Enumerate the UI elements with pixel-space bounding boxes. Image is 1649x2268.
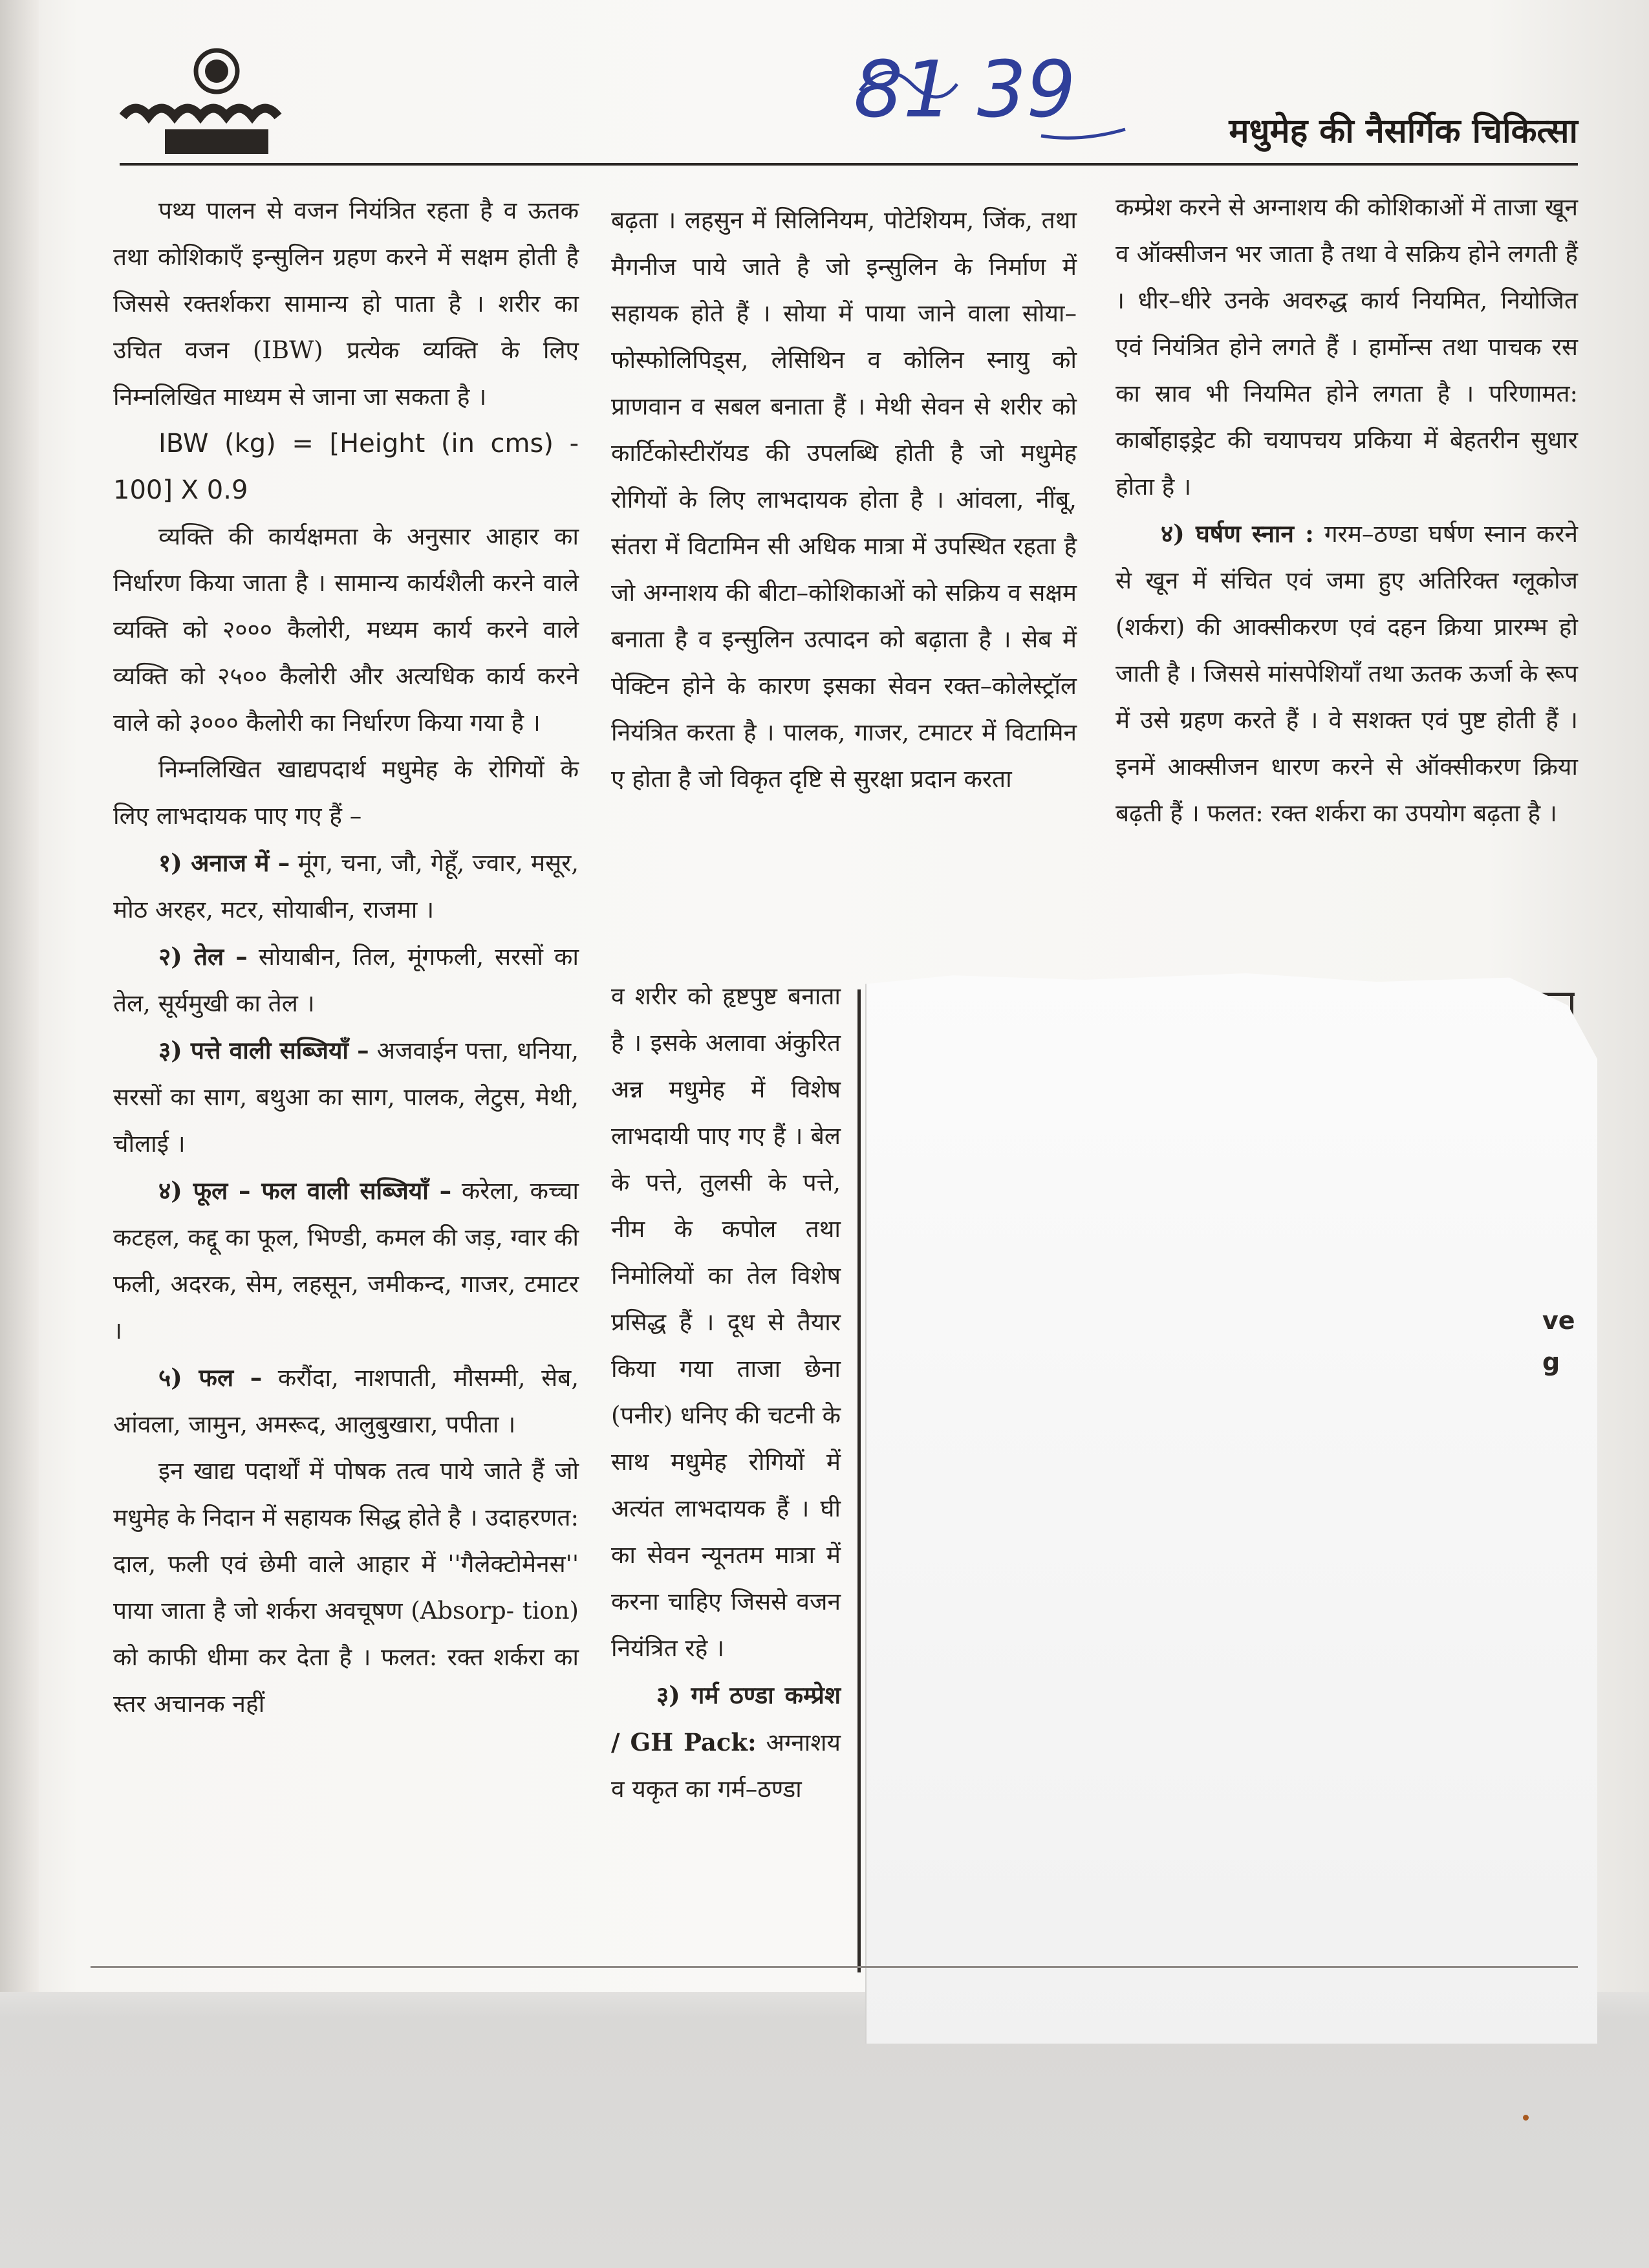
list-item-text: अग्नाशय व यकृत का गर्म–ठण्डा bbox=[611, 1729, 841, 1803]
covered-box-peek-text bbox=[1542, 1300, 1581, 1383]
sun-waves-logo-icon bbox=[120, 45, 288, 162]
list-item-text: मूंग, चना, जौ, गेहूँ, ज्वार, मसूर, मोठ अरहर, मटर, सोयाबीन, राजमा । bbox=[113, 849, 579, 923]
paragraph: कम्प्रेश करने से अग्नाशय की कोशिकाओं में ताजा खून व ऑक्सीजन भर जाता है तथा वे सक्रिय होने लगती हैं । धीर–धीरे उनके अवरुद्ध कार्य नियमित, नियोजित एवं नियंत्रित होने लगते हैं । हार्मोन्स तथा पाचक रस का स्राव भी नियमित होने लगता है । परिणामत: कार्बोहाइड्रेट की चयापचय प्रकिया में बेहतरीन सुधार होता है । bbox=[1116, 193, 1578, 501]
column-2 bbox=[611, 197, 1077, 803]
list-item-text: करौंदा, नाशपाती, मौसम्मी, सेब, आंवला, जामुन, अमरूद, आलुबुखारा, पपीता । bbox=[113, 1364, 579, 1438]
ibw-formula: IBW (kg) = [Height (in cms) - 100] X 0.9 bbox=[113, 429, 579, 505]
list-item-label: ३) गर्म ठण्डा कम्प्रेश / GH Pack: bbox=[611, 1681, 841, 1756]
column-1 bbox=[113, 188, 579, 1727]
column-2-narrow bbox=[611, 973, 841, 1813]
pasted-paper-patch bbox=[865, 973, 1597, 2044]
paragraph: निम्नलिखित खाद्यपदार्थ मधुमेह के रोगियों के लिए लाभदायक पाए गए हैं – bbox=[113, 755, 579, 830]
page-stack-edge bbox=[0, 0, 39, 1992]
list-item bbox=[1116, 510, 1578, 837]
list-item bbox=[113, 933, 579, 1027]
list-item-text: सोयाबीन, तिल, मूंगफली, सरसों का तेल, सूर्यमुखी का तेल । bbox=[113, 943, 579, 1017]
page-bottom-edge bbox=[91, 1966, 1578, 1968]
list-item-label: ४) फूल – फल वाली सब्जियाँ – bbox=[158, 1176, 452, 1205]
list-item bbox=[113, 1167, 579, 1354]
list-item-label: १) अनाज में – bbox=[158, 848, 290, 877]
running-title: मधुमेह की नैसर्गिक चिकित्सा bbox=[1229, 112, 1578, 151]
list-item bbox=[113, 1354, 579, 1448]
box-border-left bbox=[857, 989, 861, 1972]
column-3 bbox=[1116, 184, 1578, 837]
peek-line: ve bbox=[1542, 1306, 1575, 1335]
stain-mark bbox=[1523, 2115, 1529, 2121]
list-item-label: ४) घर्षण स्नान : bbox=[1161, 519, 1314, 548]
paragraph: व्यक्ति की कार्यक्षमता के अनुसार आहार का निर्धारण किया जाता है । सामान्य कार्यशैली करने वाले व्यक्ति को २००० कैलोरी, मध्यम कार्य करने वाले व्यक्ति को २५०० कैलोरी और अत्यधिक कार्य करने वाले को ३००० कैलोरी का निर्धारण किया गया है । bbox=[113, 523, 579, 737]
paragraph: बढ़ता । लहसुन में सिलिनियम, पोटेशियम, जिंक, तथा मैगनीज पाये जाते है जो इन्सुलिन के निर्माण में सहायक होते हैं । सोया में पाया जाने वाला सोया–फोस्फोलिपिड्स, लेसिथिन व कोलिन स्नायु को प्राणवान व सबल बनाता हैं । मेथी सेवन से शरीर को कार्टिकोस्टीरॉयड की उपलब्धि होती है जो मधुमेह रोगियों के लिए लाभदायक होता है । आंवला, नींबू, संतरा में विटामिन सी अधिक मात्रा में उपस्थित रहता है जो अग्नाशय की बीटा–कोशिकाओं को सक्रिय व सक्षम बनाता है व इन्सुलिन उत्पादन को बढ़ाता है । सेब में पेक्टिन होने के कारण इसका सेवन रक्त–कोलेस्ट्रॉल नियंत्रित करता है । पालक, गाजर, टमाटर में विटामिन ए होता है जो विकृत दृष्टि से सुरक्षा प्रदान करता bbox=[611, 206, 1077, 793]
handwritten-page-number bbox=[847, 45, 1183, 149]
paragraph: व शरीर को हृष्टपुष्ट बनाता है । इसके अलावा अंकुरित अन्न मधुमेह में विशेष लाभदायी पाए गए हैं । बेल के पत्ते, तुलसी के पत्ते, नीम के कपोल तथा निमोलियों का तेल विशेष प्रसिद्ध हैं । दूध से तैयार किया गया ताजा छेना (पनीर) धनिए की चटनी के साथ मधुमेह रोगियों में अत्यंत लाभदायक हैं । घी का सेवन न्यूनतम मात्रा में करना चाहिए जिससे वजन नियंत्रित रहे । bbox=[611, 982, 841, 1662]
list-item-label: २) तेल – bbox=[158, 942, 248, 971]
list-item-text: अजवाईन पत्ता, धनिया, सरसों का साग, बथुआ का साग, पालक, लेटुस, मेथी, चौलाई । bbox=[113, 1037, 579, 1158]
paragraph: पथ्य पालन से वजन नियंत्रित रहता है व ऊतक तथा कोशिकाएँ इन्सुलिन ग्रहण करने में सक्षम होती है जिससे रक्तर्शकरा सामान्य हो पाता है । शरीर का उचित वजन (IBW) प्रत्येक व्यक्ति के लिए निम्नलिखित माध्यम से जाना जा सकता है । bbox=[113, 197, 579, 411]
list-item bbox=[113, 839, 579, 933]
paragraph: इन खाद्य पदार्थों में पोषक तत्व पाये जाते हैं जो मधुमेह के निदान में सहायक सिद्ध होते है । उदाहरणत: दाल, फली एवं छेमी वाले आहार में ''गैलेक्टोमेनस'' पाया जाता है जो शर्करा अवचूषण (Absorp- tion) को काफी धीमा कर देता है । फलत: रक्त शर्करा का स्तर अचानक नहीं bbox=[113, 1457, 579, 1718]
peek-line: g bbox=[1542, 1348, 1560, 1376]
list-item-text: गरम–ठण्डा घर्षण स्नान करने से खून में संचित एवं जमा हुए अतिरिक्त ग्लूकोज (शर्करा) की आक्सीकरण एवं दहन क्रिया प्रारम्भ हो जाती है । जिससे मांसपेशियाँ तथा ऊतक ऊर्जा के रूप में उसे ग्रहण करते हैं । वे सशक्त एवं पुष्ट होती हैं । इनमें आक्सीजन धारण करने से ऑक्सीकरण क्रिया बढ़ती हैं । फलत: रक्त शर्करा का उपयोग बढ़ता है । bbox=[1116, 520, 1578, 827]
handwritten-text: 81 39 bbox=[854, 45, 1076, 135]
header-rule bbox=[120, 163, 1578, 166]
list-item bbox=[611, 1672, 841, 1813]
list-item-label: ३) पत्ते वाली सब्जियाँ – bbox=[158, 1036, 369, 1064]
list-item-text: करेला, कच्चा कटहल, कद्दू का फूल, भिण्डी, कमल की जड़, ग्वार की फली, अदरक, सेम, लहसून, जमीकन्द, गाजर, टमाटर । bbox=[113, 1177, 579, 1345]
list-item bbox=[113, 1027, 579, 1167]
list-item-label: ५) फल – bbox=[158, 1363, 263, 1392]
